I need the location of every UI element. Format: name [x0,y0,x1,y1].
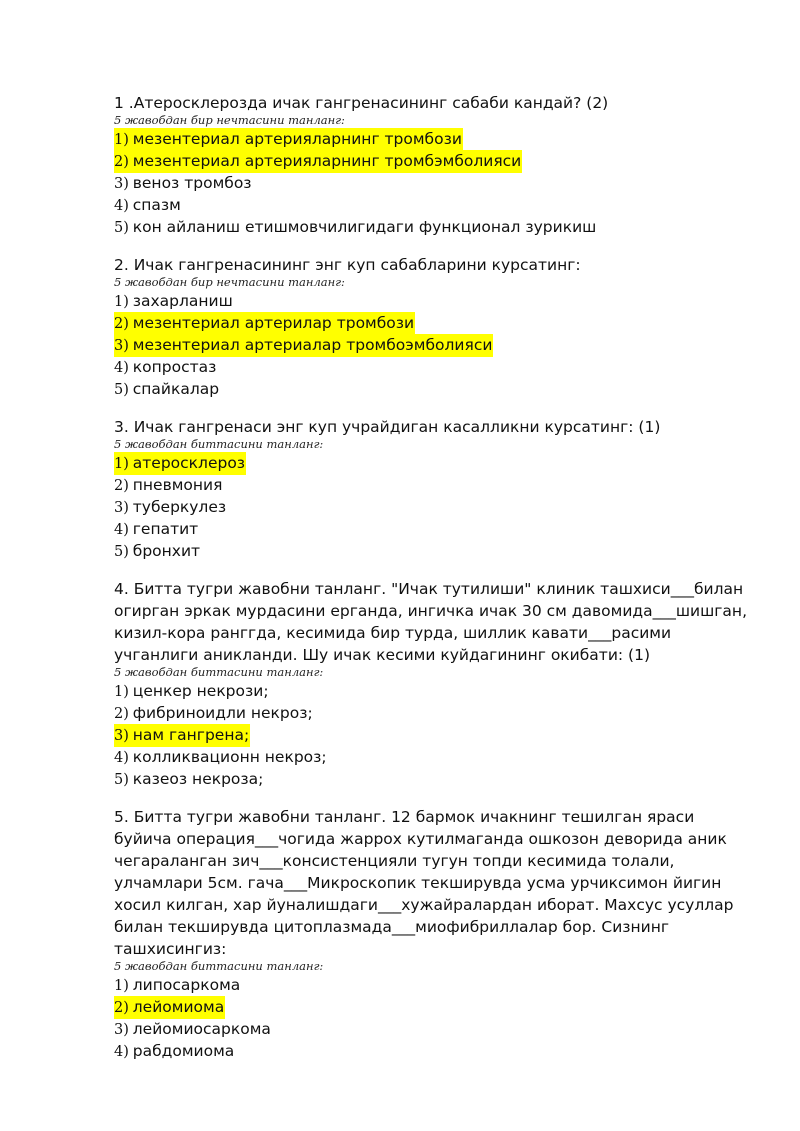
answer-option-highlight [114,680,270,703]
answer-option [114,680,754,702]
answer-options [114,680,754,790]
answer-options [114,128,754,238]
answer-option-number: 3) [114,338,129,354]
answer-option-highlight [114,356,217,379]
answer-option-text: лейомиосаркома [132,1020,271,1038]
answer-option-highlight [114,1018,272,1041]
question-text: 4. Битта тугри жавобни танланг. "Ичак тутилиши" клиник ташхиси___билан огирган эркак мурдасини ерганда, ингичка ичак 30 см давомида___шишган, кизил-кора ранггда, кесимида бир турда, шиллик кавати___расими учганлиги аникланди. Шу ичак кесими куйдагининг окибати: (1) [114,580,747,664]
answer-option-text: лейомиома [132,998,225,1016]
answer-options [114,290,754,400]
answer-option-highlight [114,128,463,151]
answer-option-number: 2) [114,706,129,722]
answer-option [114,702,754,724]
answer-option-highlight [114,378,220,401]
answer-option-number: 1) [114,684,129,700]
answer-option [114,128,754,150]
answer-option-highlight [114,474,223,497]
answer-option-number: 1) [114,978,129,994]
question-text: 2. Ичак гангренасининг энг куп сабабларини курсатинг: [114,256,581,274]
question-1 [114,92,754,238]
answer-option-text: спайкалар [132,380,220,398]
answer-option [114,378,754,400]
answer-option-text: ценкер некрози; [132,682,269,700]
question-5 [114,806,754,1062]
answer-option-number: 1) [114,132,129,148]
answer-option [114,216,754,238]
answer-option-text: пневмония [132,476,223,494]
answer-option-text: нам гангрена; [132,726,250,744]
answer-option [114,724,754,746]
answer-option-text: казеоз некроза; [132,770,264,788]
answer-option-text: мезентериал артерилар тромбози [132,314,415,332]
answer-option-text: мезентериал артерияларнинг тромбози [132,130,462,148]
answer-option [114,768,754,790]
answer-option-highlight [114,540,201,563]
answer-option-text: колликвационн некроз; [132,748,327,766]
answer-option-highlight [114,746,328,769]
answer-option-highlight [114,452,246,475]
answer-option-text: веноз тромбоз [132,174,252,192]
answer-option-highlight [114,290,234,313]
answer-option-text: гепатит [132,520,199,538]
answer-option-number: 2) [114,1000,129,1016]
answer-option-text: рабдомиома [132,1042,235,1060]
answer-option-highlight [114,518,199,541]
answer-option-number: 4) [114,522,129,538]
answer-option [114,356,754,378]
answer-option [114,474,754,496]
answer-option-highlight [114,974,241,997]
answer-option-text: мезентериал артерияларнинг тромбэмболияси [132,152,522,170]
answer-option [114,150,754,172]
answer-option [114,172,754,194]
answer-option-highlight [114,172,253,195]
document-content [114,92,754,1078]
question-3 [114,416,754,562]
answer-option-number: 4) [114,198,129,214]
answer-option [114,194,754,216]
answer-option [114,974,754,996]
answer-option-number: 5) [114,544,129,560]
question-instruction: 5 жавобдан бир нечтасини танланг: [114,275,345,289]
question-instruction: 5 жавобдан биттасини танланг: [114,959,324,973]
answer-option [114,290,754,312]
answer-option-highlight [114,216,597,239]
answer-option-text: копростаз [132,358,217,376]
answer-option-text: спазм [132,196,181,214]
answer-option-highlight [114,702,314,725]
answer-option-highlight [114,312,415,335]
answer-option [114,1040,754,1062]
question-text: 5. Битта тугри жавобни танланг. 12 бармок ичакнинг тешилган яраси буйича операция___чогида жаррох кутилмаганда ошкозон деворида аник чегараланган зич___консистенцияли тугун топди кесимида толали, улчамлари 5см. гача___Микроскопик текширувда усма урчиксимон йигин хосил килган, хар йуналишдаги___хужайралардан иборат. Махсус усуллар билан текширувда цитоплазмада___миофибриллалар бор. Сизнинг ташхисингиз: [114,808,734,958]
question-2 [114,254,754,400]
answer-option-highlight [114,768,264,791]
question-4 [114,578,754,790]
answer-option-number: 3) [114,500,129,516]
answer-option [114,312,754,334]
answer-option-text: мезентериал артериалар тромбоэмболияси [132,336,493,354]
answer-option-number: 4) [114,750,129,766]
answer-option-number: 2) [114,478,129,494]
answer-option-text: кон айланиш етишмовчилигидаги функционал зурикиш [132,218,597,236]
question-instruction: 5 жавобдан биттасини танланг: [114,665,324,679]
answer-option-number: 4) [114,1044,129,1060]
answer-option [114,996,754,1018]
answer-option-number: 2) [114,316,129,332]
answer-option-text: захарланиш [132,292,233,310]
answer-options [114,974,754,1062]
answer-option-number: 5) [114,772,129,788]
answer-option-highlight [114,194,182,217]
answer-option-number: 5) [114,220,129,236]
answer-option [114,518,754,540]
answer-option-number: 2) [114,154,129,170]
answer-option-highlight [114,724,250,747]
answer-option-text: бронхит [132,542,201,560]
answer-option-number: 3) [114,1022,129,1038]
answer-option-number: 1) [114,456,129,472]
answer-option-number: 5) [114,382,129,398]
answer-option-text: туберкулез [132,498,227,516]
answer-option [114,746,754,768]
question-text: 1 .Атеросклерозда ичак гангренасининг сабаби кандай? (2) [114,94,609,112]
answer-option [114,496,754,518]
answer-option [114,334,754,356]
answer-option-highlight [114,150,522,173]
answer-option-number: 3) [114,728,129,744]
answer-option-number: 4) [114,360,129,376]
answer-option-highlight [114,1040,235,1063]
answer-options [114,452,754,562]
question-instruction: 5 жавобдан биттасини танланг: [114,437,324,451]
answer-option-highlight [114,496,227,519]
answer-option [114,452,754,474]
answer-option-text: липосаркома [132,976,241,994]
answer-option-highlight [114,996,225,1019]
question-instruction: 5 жавобдан бир нечтасини танланг: [114,113,345,127]
answer-option-number: 3) [114,176,129,192]
answer-option-highlight [114,334,493,357]
answer-option-text: атеросклероз [132,454,246,472]
answer-option [114,1018,754,1040]
answer-option-number: 1) [114,294,129,310]
answer-option [114,540,754,562]
question-text: 3. Ичак гангренаси энг куп учрайдиган касалликни курсатинг: (1) [114,418,661,436]
answer-option-text: фибриноидли некроз; [132,704,313,722]
